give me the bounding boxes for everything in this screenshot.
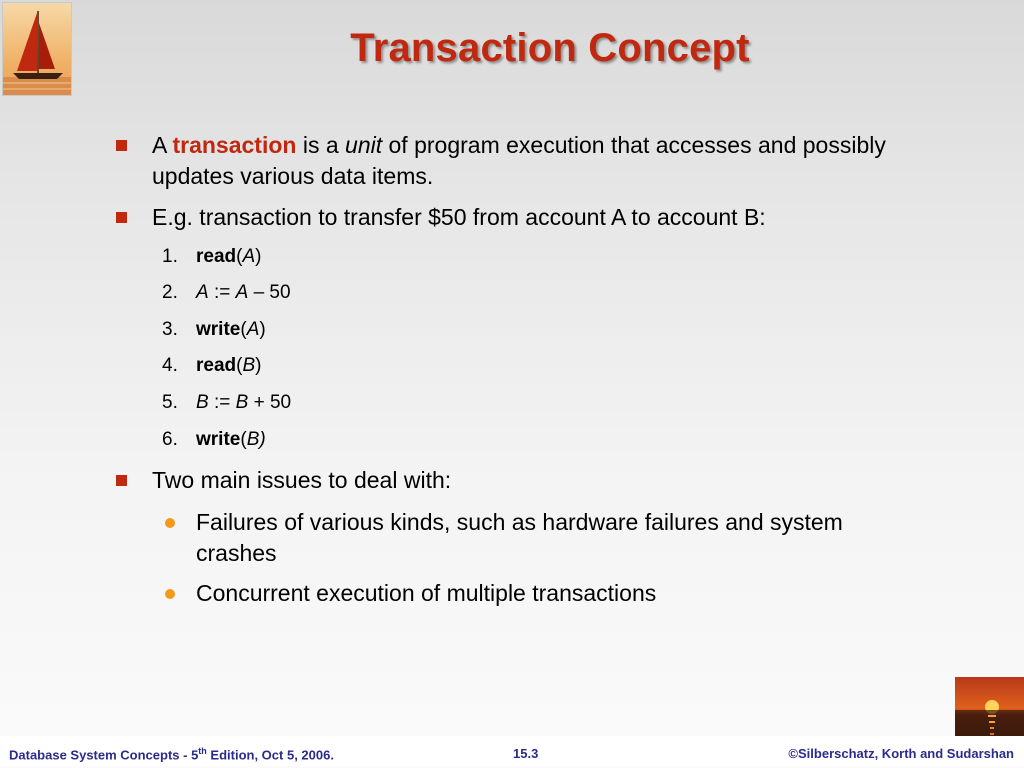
paren: ) — [259, 319, 266, 340]
bullet-transaction-definition — [152, 130, 892, 192]
op-read: read — [196, 355, 237, 376]
var: B — [242, 355, 256, 376]
footer-superscript: th — [198, 746, 207, 756]
slide-title: Transaction Concept — [350, 26, 750, 70]
bullet-text-pre: A — [152, 132, 173, 158]
var: A — [242, 246, 256, 267]
paren: ( — [240, 429, 247, 450]
sub-bullet-text: Concurrent execution of multiple transactions — [196, 580, 657, 606]
sub-bullet-failures — [196, 507, 926, 569]
bullet-text: E.g. transaction to transfer $50 from account A to account B: — [152, 204, 766, 230]
expr-rest: + 50 — [248, 392, 292, 413]
bullet-issues — [152, 465, 892, 496]
bullet-text-mid: is a — [296, 132, 346, 158]
op-write: write — [196, 429, 241, 450]
transaction-term: transaction — [172, 132, 297, 158]
var: B — [235, 392, 249, 413]
paren: ) — [255, 355, 262, 376]
round-bullet-icon — [165, 518, 175, 528]
round-bullet-icon — [165, 589, 175, 599]
step-number: 2. — [162, 282, 178, 303]
square-bullet-icon — [116, 140, 127, 151]
page-number: 15.3 — [513, 746, 539, 761]
paren: ( — [236, 246, 243, 267]
var: A — [196, 282, 209, 303]
footer-copyright: ©Silberschatz, Korth and Sudarshan — [788, 746, 1014, 761]
step-2 — [162, 280, 291, 306]
sub-bullet-concurrency — [196, 578, 936, 609]
var: A — [246, 319, 260, 340]
square-bullet-icon — [116, 212, 127, 223]
var: B — [196, 392, 209, 413]
assign-op: := — [208, 392, 236, 413]
paren: ( — [236, 355, 243, 376]
step-number: 6. — [162, 429, 178, 450]
bullet-text-post: of program execution that accesses and possibly updates various data items. — [152, 132, 886, 189]
step-6 — [162, 427, 266, 453]
step-1 — [162, 244, 261, 270]
square-bullet-icon — [116, 475, 127, 486]
step-number: 4. — [162, 355, 178, 376]
sub-bullet-text: Failures of various kinds, such as hardware failures and system crashes — [196, 509, 843, 566]
paren: ( — [240, 319, 247, 340]
paren: ) — [255, 246, 262, 267]
bullet-text: Two main issues to deal with: — [152, 467, 452, 493]
step-number: 1. — [162, 246, 178, 267]
var: B) — [246, 429, 266, 450]
step-5 — [162, 390, 291, 416]
op-read: read — [196, 246, 237, 267]
step-number: 5. — [162, 392, 178, 413]
footer-book-title: Database System Concepts - 5 — [9, 747, 199, 763]
op-write: write — [196, 319, 241, 340]
unit-term: unit — [345, 132, 383, 158]
footer-book-info — [9, 746, 334, 762]
footer-edition-date: Edition, Oct 5, 2006. — [206, 747, 334, 763]
slide-footer — [0, 736, 1024, 766]
bullet-example — [152, 202, 892, 233]
step-4 — [162, 353, 261, 379]
step-number: 3. — [162, 319, 178, 340]
assign-op: := — [208, 282, 236, 303]
step-3 — [162, 317, 266, 343]
var: A — [235, 282, 249, 303]
expr-rest: – 50 — [248, 282, 291, 303]
